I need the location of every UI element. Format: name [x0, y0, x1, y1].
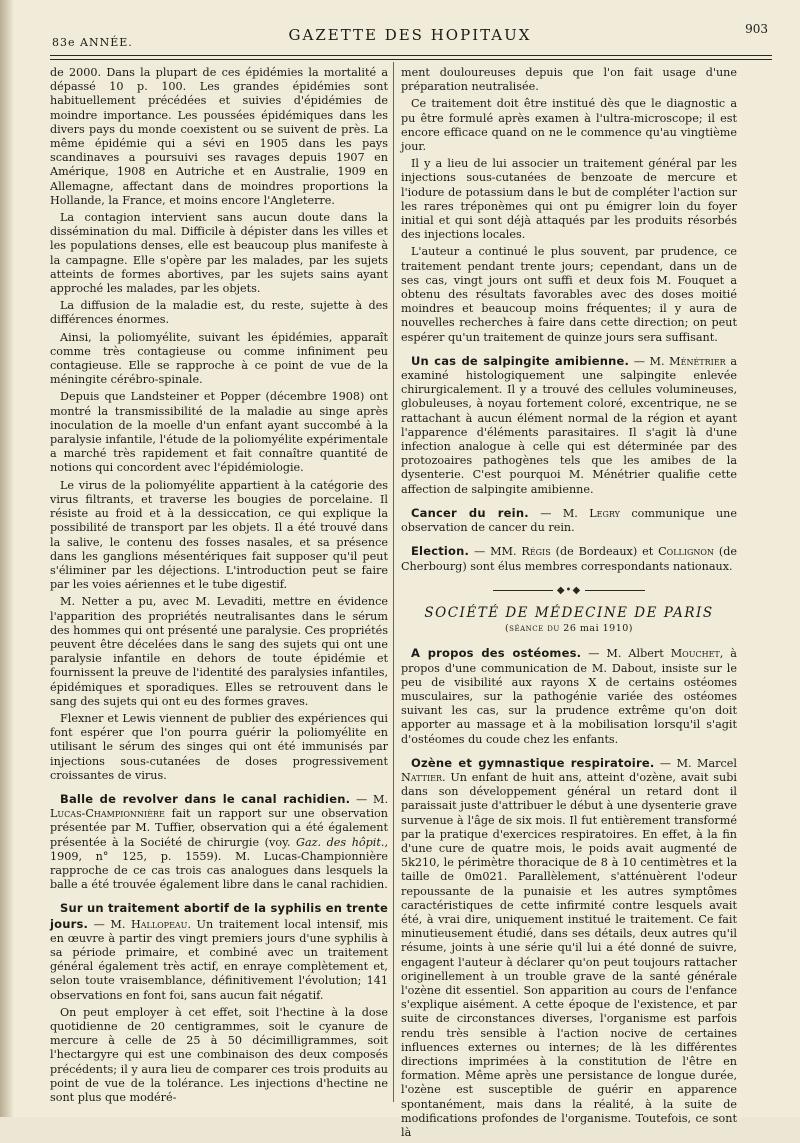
journal-title: GAZETTE DES HOPITAUX — [288, 26, 532, 44]
paragraph: Le virus de la poliomyélite appartient à la catégorie des virus filtrants, et traverse les bougies de porcelaine. Il résiste au froid et à la dessiccation, ce qui explique la possibilité de transport par les objets. Il a été trouvé dans la salive, le contenu des fosses nasales, et sa présence dans les ganglions mésentériques fait supposer qu'il peut s'éliminer par les déjections. L'introduction peut se faire par les voies aériennes et le tube digestif. — [50, 478, 388, 592]
paragraph: M. Netter a pu, avec M. Levaditi, mettre en évidence l'apparition des propriétés neutralisantes dans le sérum des hommes qui ont présenté une paralysie. Ces propriétés peuvent être décelées dans le sang des sujets qui ont une paralysie infantile en dehors de toute épidémie et fournissent la preuve de l'identité des paralysies infantiles, épidémiques et sporadiques. Elles se retrouvent dans le sang des sujets qui ont eu des formes graves. — [50, 595, 388, 708]
society-title: SOCIÉTÉ DE MÉDECINE DE PARIS — [424, 604, 714, 621]
paragraph: On peut employer à cet effet, soit l'hectine à la dose quotidienne de 20 centigrammes, soit le cyanure de mercure à celle de 25 à 50 décimilligrammes, soit l'hectargyre qui est une combinaison des deux composés précédents; il y aura lieu de comparer ces trois produits au point de vue de la tolérance. Les injections d'hectine ne sont plus que modéré- — [50, 1005, 388, 1105]
section-body: , 1909, n° 125, p. 1559). M. Lucas-Championnière rapproche de ce cas trois cas analogues dans lesquels la balle a été trouvée également libre dans le canal rachidien. — [50, 835, 388, 892]
header-rule — [50, 55, 772, 56]
paragraph: Flexner et Lewis viennent de publier des expériences qui font espérer que l'on pourra guérir la poliomyélite en utilisant le sérum des singes qui ont été immunisés par injections sous-cutanées de doses progressivement croissantes de virus. — [50, 711, 388, 782]
section-title: Balle de revolver dans le canal rachidien. — [60, 791, 351, 806]
separator-ornament: ◆•◆ — [401, 584, 737, 598]
paragraph: La contagion intervient sans aucun doute dans la dissémination du mal. Difficile à dépister dans les villes et les populations denses, elle est beaucoup plus manifeste à la campagne. Elle s'opère par les malades, par les sujets atteints de formes abortives, par les sujets sains ayant approché les malades, par les objets. — [50, 211, 388, 296]
author-name: M. Marcel Nattier — [401, 756, 737, 784]
paragraph: ment douloureuses depuis que l'on fait usage d'une préparation neutralisée. — [401, 66, 737, 94]
author-name: M. Ménétrier — [649, 354, 726, 368]
binding-edge — [0, 0, 14, 1117]
issue-label: 83e ANNÉE. — [52, 36, 133, 49]
paragraph: de 2000. Dans la plupart de ces épidémies la mortalité a dépassé 10 p. 100. Les grandes épidémies sont habituellement précédées et suivies d'épidémies de moindre importance. Les poussées épidémiques dans les divers pays du monde coexistent ou se suivent de près. La même épidémie qui a sévi en 1905 dans les pays scandinaves a poursuivi ses ravages depuis 1907 en Amérique, 1908 en Autriche et en Australie, 1909 en Allemagne, affectant dans de moindres proportions la Hollande, la France, et moins encore l'Angleterre. — [50, 66, 388, 207]
reference: Gaz. des hôpit. — [296, 835, 385, 849]
section-revolver — [50, 792, 388, 892]
section-body: communique une observation de cancer du rein. — [401, 506, 738, 535]
dash: — — [659, 756, 672, 770]
section-title: Election. — [411, 544, 470, 559]
section-osteomes — [401, 646, 737, 746]
dash: — — [633, 354, 645, 368]
dash: — — [474, 545, 486, 559]
paragraph: Ce traitement doit être institué dès que le diagnostic a pu être formulé après examen à l'ultra-microscope; il est encore efficace quand on ne le commence qu'au vingtième jour. — [401, 97, 737, 154]
dash: — — [355, 792, 368, 806]
paragraph: L'auteur a continué le plus souvent, par prudence, ce traitement pendant trente jours; cependant, dans un de ses cas, vingt jours ont suffi et deux fois M. Fouquet a obtenu des résultats favorables avec des doses moitié moindres et beaucoup moins fréquentes; il y aura de nouvelles recherches à faire dans cette direction; on peut espérer qu'un traitement de quinze jours sera suffisant. — [401, 245, 737, 344]
section-title: Un cas de salpingite amibienne. — [411, 353, 630, 368]
section-body: MM. — [490, 545, 517, 559]
section-title: Cancer du rein. — [411, 505, 529, 520]
dash: — — [588, 647, 600, 661]
section-title: Sur un traitement abortif de la syphilis en trente jours. — [50, 901, 388, 931]
section-salpingite — [401, 354, 737, 497]
section-body: a examiné histologiquement une salpingite enlevée chirurgicalement. Il y a trouvé des cellules volumineuses, globuleuses, à noyau fortement coloré, excentrique, ne se rattachant à aucun élément normal de la région et ayant l'apparence d'éléments parasitaires. Il s'agit là d'une infection analogue à celle qui est déterminée par des protozoaires pathogènes tels que les amibes de la dysenterie. C'est pourquoi M. Ménétrier qualifie cette affection de salpingite amibienne. — [401, 354, 738, 496]
section-body: , à propos d'une communication de M. Dabout, insiste sur le peu de visibilité aux rayons X de certains ostéomes musculaires, sur la pathogénie variée des ostéomes suivant les cas, sur la prudence extrême qu'on doit apporter au massage et à la mobilisation lorsqu'il s'agit d'ostéomes du coude chez les enfants. — [401, 647, 737, 746]
author-name: Collignon — [658, 545, 714, 559]
paragraph: Depuis que Landsteiner et Popper (décembre 1908) ont montré la transmissibilité de la maladie au singe après inoculation de la moelle d'un enfant ayant succombé à la paralysie infantile, l'étude de la poliomyélite expérimentale a marché très rapidement et fait connaître quantité de notions qui concordent avec l'épidémiologie. — [50, 390, 388, 475]
left-column — [50, 66, 388, 1108]
dash: — — [540, 506, 552, 520]
section-ozene — [401, 756, 737, 1140]
paragraph: Ainsi, la poliomyélite, suivant les épidémies, apparaît comme très contagieuse ou comme infiniment peu contagieuse. Elle se rapproche à ce point de vue de la méningite cérébro-spinale. — [50, 330, 388, 387]
right-column — [401, 66, 737, 1143]
author-name: M. Hallopeau — [110, 917, 188, 931]
page-header — [52, 22, 768, 52]
dash: — — [93, 917, 105, 931]
section-body: . Un traitement local intensif, mis en œuvre à partir des vingt premiers jours d'une syphilis à sa période primaire, et combiné avec un traitement général également très actif, en enraye complètement et, selon toute vraisemblance, définitivement l'évolution; 141 observations en font foi, sans aucun fait négatif. — [50, 917, 388, 1002]
column-divider — [393, 62, 394, 1102]
author-name: M. Legry — [562, 506, 620, 520]
section-body: (de Cherbourg) sont élus membres correspondants nationaux. — [401, 545, 737, 573]
section-cancer — [401, 506, 737, 535]
section-title: Ozène et gymnastique respiratoire. — [411, 755, 655, 770]
section-body: . Un enfant de huit ans, atteint d'ozène, avait subi dans son développement général un retard dont il paraissait juste d'attribuer le début à une dysenterie grave survenue à l'âge de six mois. Il fut entièrement transformé par la pratique d'exercices respiratoires. En effet, à la fin d'une cure de quatre mois, le poids avait augmenté de 5k210, le périmètre thoracique de 8 à 10 centimètres et la taille de 0m021. Parallèlement, s'atténuèrent l'odeur repoussante de la punaisie et les autres symptômes caractéristiques de cette infirmité contre lesquels avait été, à vrai dire, uniquement institué le traitement. Ce fait minutieusement étudié, dans ses détails, deux autres qu'il résume, joints à une série qu'il lui a été donné de suivre, engagent l'auteur à déclarer qu'on peut toujours rattacher originellement à un trouble grave de la santé générale l'ozène dit essentiel. Son apparition au cours de l'enfance s'explique aisément. A cette époque de l'existence, et par suite de circonstances diverses, l'organisme est parfois rendu très sensible à l'action nocive de certaines influences externes ou internes; de là les différentes directions imprimées à la constitution de l'être en formation. Même après une persistance de longue durée, l'ozène est susceptible de guérir en apparence spontanément, mais dans la réalité, à la suite de modifications profondes de l'organisme. Toutefois, ce sont là — [401, 770, 737, 1140]
section-syphilis — [50, 901, 388, 1002]
section-title: A propos des ostéomes. — [411, 646, 582, 661]
paragraph: Il y a lieu de lui associer un traitement général par les injections sous-cutanées de benzoate de mercure et l'iodure de potassium dans le but de compléter l'action sur les rares tréponèmes qui ont pu émigrer loin du foyer initial et qui sont déjà attaqués par les produits résorbés des injections locales. — [401, 157, 737, 242]
author-name: M. Albert Mouchet — [606, 647, 720, 661]
section-body: fait un rapport sur une observation présentée par M. Tuffier, observation qui a été également présentée à la Société de chirurgie (voy. — [50, 807, 388, 849]
section-election — [401, 544, 737, 573]
paragraph: La diffusion de la maladie est, du reste, sujette à des différences énormes. — [50, 299, 388, 327]
session-date: (séance du 26 mai 1910) — [504, 623, 634, 635]
author-name: Régis — [521, 545, 551, 559]
header-rule-thin — [50, 59, 772, 60]
page-number: 903 — [745, 22, 768, 36]
section-body: (de Bordeaux) et — [555, 545, 654, 559]
author-name: M. Lucas-Championnière — [50, 792, 389, 821]
